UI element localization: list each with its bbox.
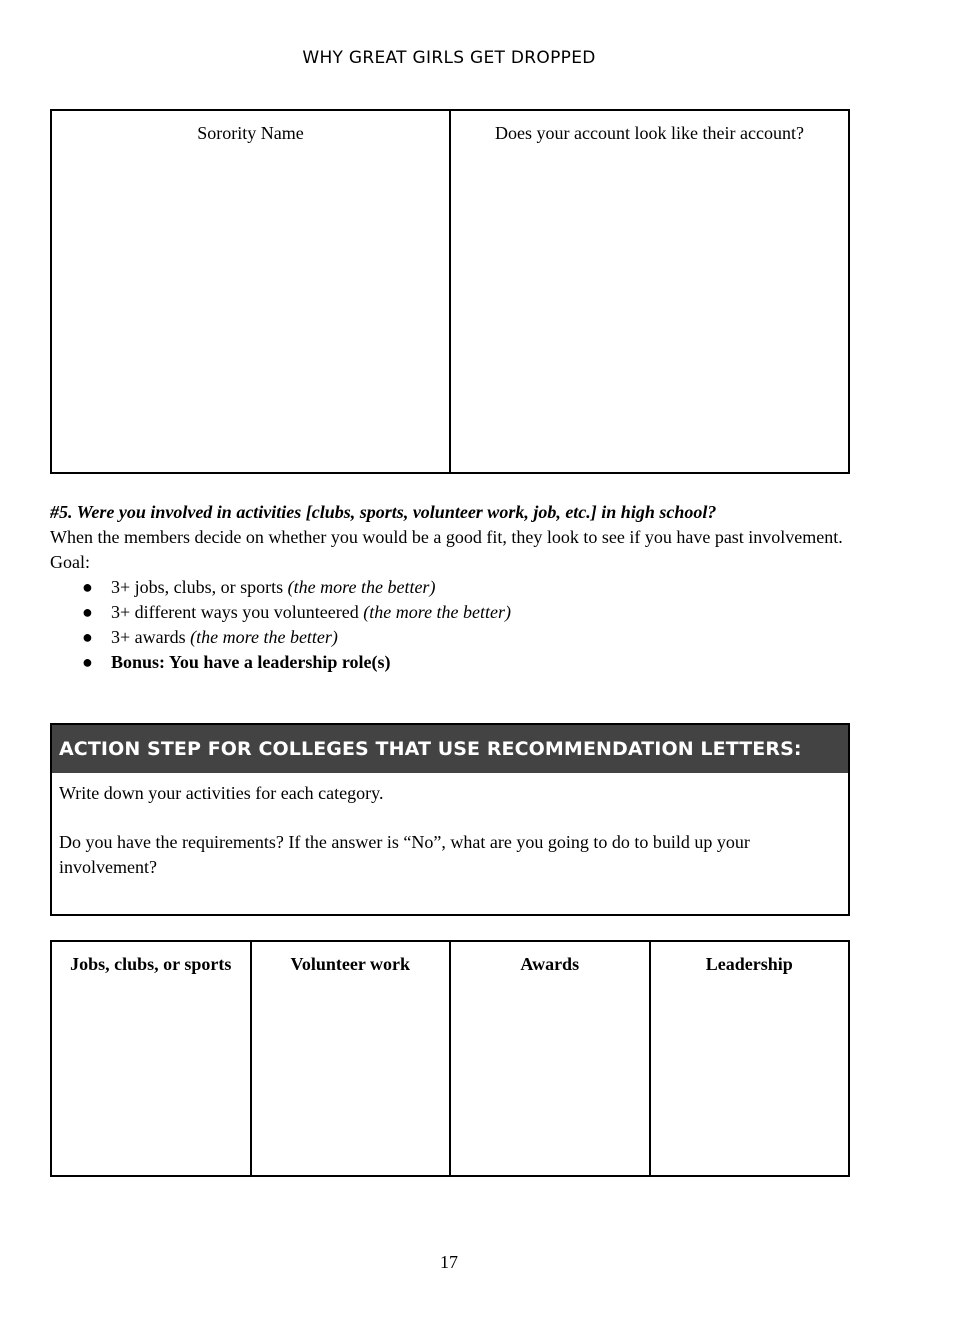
bullet-icon: ●: [82, 602, 93, 622]
goal-text: 3+ different ways you volunteered: [111, 602, 364, 622]
action-step-line-2: Do you have the requirements? If the answer is “No”, what are you going to do to build up your involvement?: [59, 832, 750, 877]
bullet-icon: ●: [82, 627, 93, 647]
table-row: [51, 941, 849, 1176]
jobs-clubs-sports-header: Jobs, clubs, or sports: [51, 941, 251, 1176]
sorority-name-header: Sorority Name: [51, 110, 450, 473]
list-item: [82, 625, 850, 650]
goal-text: 3+ jobs, clubs, or sports: [111, 577, 288, 597]
bullet-icon: ●: [82, 652, 93, 672]
sorority-comparison-table: [50, 109, 850, 474]
leadership-header: Leadership: [650, 941, 850, 1176]
volunteer-work-header: Volunteer work: [251, 941, 451, 1176]
account-comparison-header: Does your account look like their account?: [450, 110, 849, 473]
goal-list: [50, 575, 850, 675]
awards-header: Awards: [450, 941, 650, 1176]
question-heading: #5. Were you involved in activities [clubs, sports, volunteer work, job, etc.] in high school?: [50, 502, 717, 522]
table-row: [51, 110, 849, 473]
bonus-text: Bonus: You have a leadership role(s): [111, 652, 391, 672]
page-number: 17: [440, 1252, 458, 1272]
list-item: [82, 600, 850, 625]
question-5-section: [50, 500, 850, 675]
list-item: [82, 575, 850, 600]
goal-note: (the more the better): [287, 577, 436, 597]
action-step-box: [50, 723, 850, 916]
question-intro: When the members decide on whether you would be a good fit, they look to see if you have past involvement.: [50, 527, 843, 547]
bullet-icon: ●: [82, 577, 93, 597]
action-step-title: ACTION STEP FOR COLLEGES THAT USE RECOMMENDATION LETTERS:: [52, 725, 848, 773]
action-step-line-1: Write down your activities for each category.: [59, 783, 384, 803]
goal-note: (the more the better): [363, 602, 512, 622]
activities-table: [50, 940, 850, 1177]
list-item: [82, 650, 850, 675]
running-header: WHY GREAT GIRLS GET DROPPED: [302, 48, 596, 68]
goal-text: 3+ awards: [111, 627, 191, 647]
action-step-body: [52, 773, 848, 880]
goal-note: (the more the better): [190, 627, 338, 647]
goal-label: Goal:: [50, 552, 90, 572]
